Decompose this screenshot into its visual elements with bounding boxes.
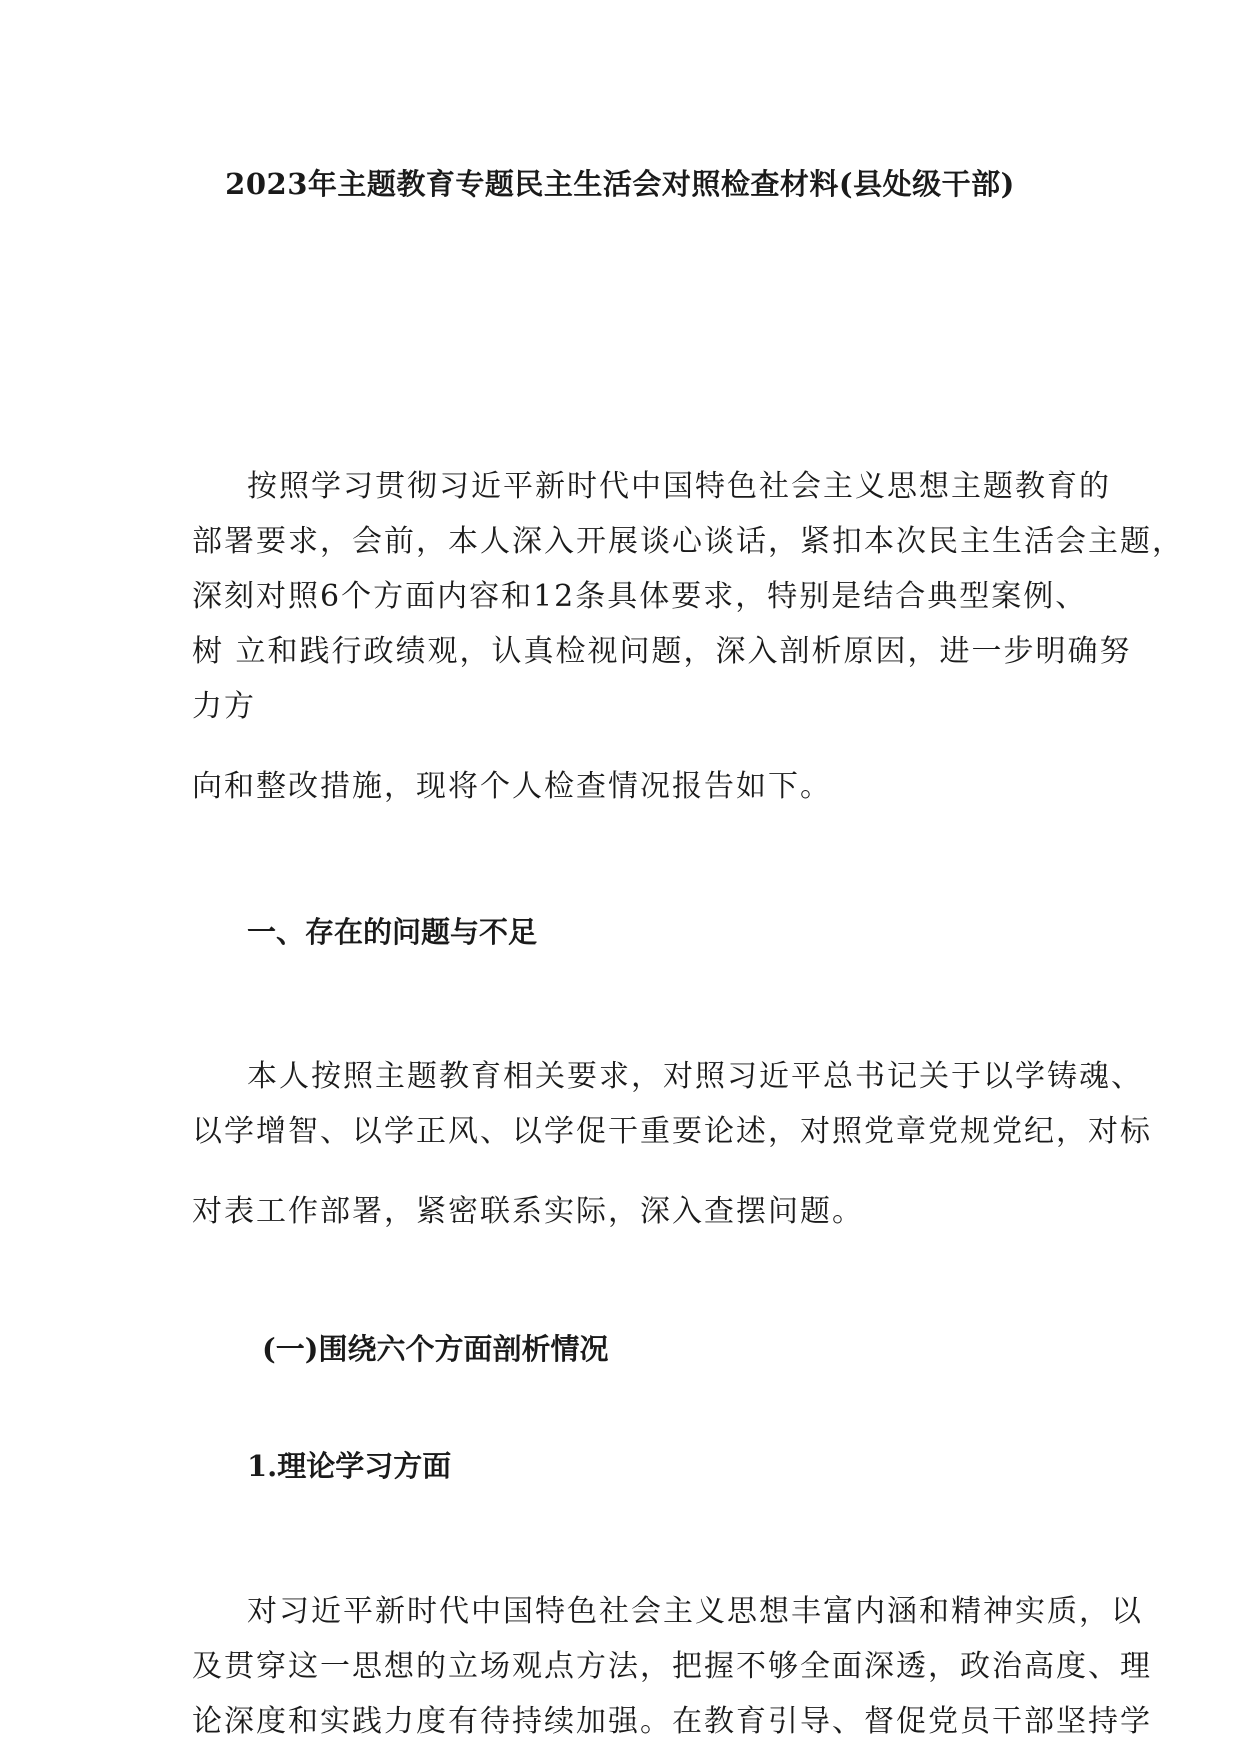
intro-line: 深刻对照6个方面内容和12条具体要求，特别是结合典型案例、: [192, 579, 1088, 614]
document-title: 2023年主题教育专题民主生活会对照检查材料(县处级干部): [225, 167, 1015, 201]
section-heading: 一、存在的问题与不足: [247, 915, 538, 949]
intro-line: 力方: [192, 689, 256, 724]
section-paragraph-line: 对表工作部署，紧密联系实际，深入查摆问题。: [192, 1194, 864, 1229]
intro-line: 树 立和践行政绩观，认真检视问题，深入剖析原因，进一步明确努: [192, 634, 1132, 669]
intro-line: 按照学习贯彻习近平新时代中国特色社会主义思想主题教育的: [247, 469, 1111, 504]
intro-line: 向和整改措施，现将个人检查情况报告如下。: [192, 769, 832, 804]
section-paragraph-line: 以学增智、以学正风、以学促干重要论述，对照党章党规党纪，对标: [192, 1114, 1152, 1149]
item-heading: 1.理论学习方面: [247, 1449, 452, 1483]
section-paragraph-line: 本人按照主题教育相关要求，对照习近平总书记关于以学铸魂、: [247, 1059, 1143, 1094]
subsection-heading: (一)围绕六个方面剖析情况: [262, 1332, 609, 1366]
item-paragraph-line: 论深度和实践力度有待持续加强。在教育引导、督促党员干部坚持学: [192, 1704, 1152, 1739]
intro-line: 部署要求，会前，本人深入开展谈心谈话，紧扣本次民主生活会主题，: [192, 524, 1184, 559]
item-paragraph-line: 及贯穿这一思想的立场观点方法，把握不够全面深透，政治高度、理: [192, 1649, 1152, 1684]
item-paragraph-line: 对习近平新时代中国特色社会主义思想丰富内涵和精神实质，以: [247, 1594, 1143, 1629]
